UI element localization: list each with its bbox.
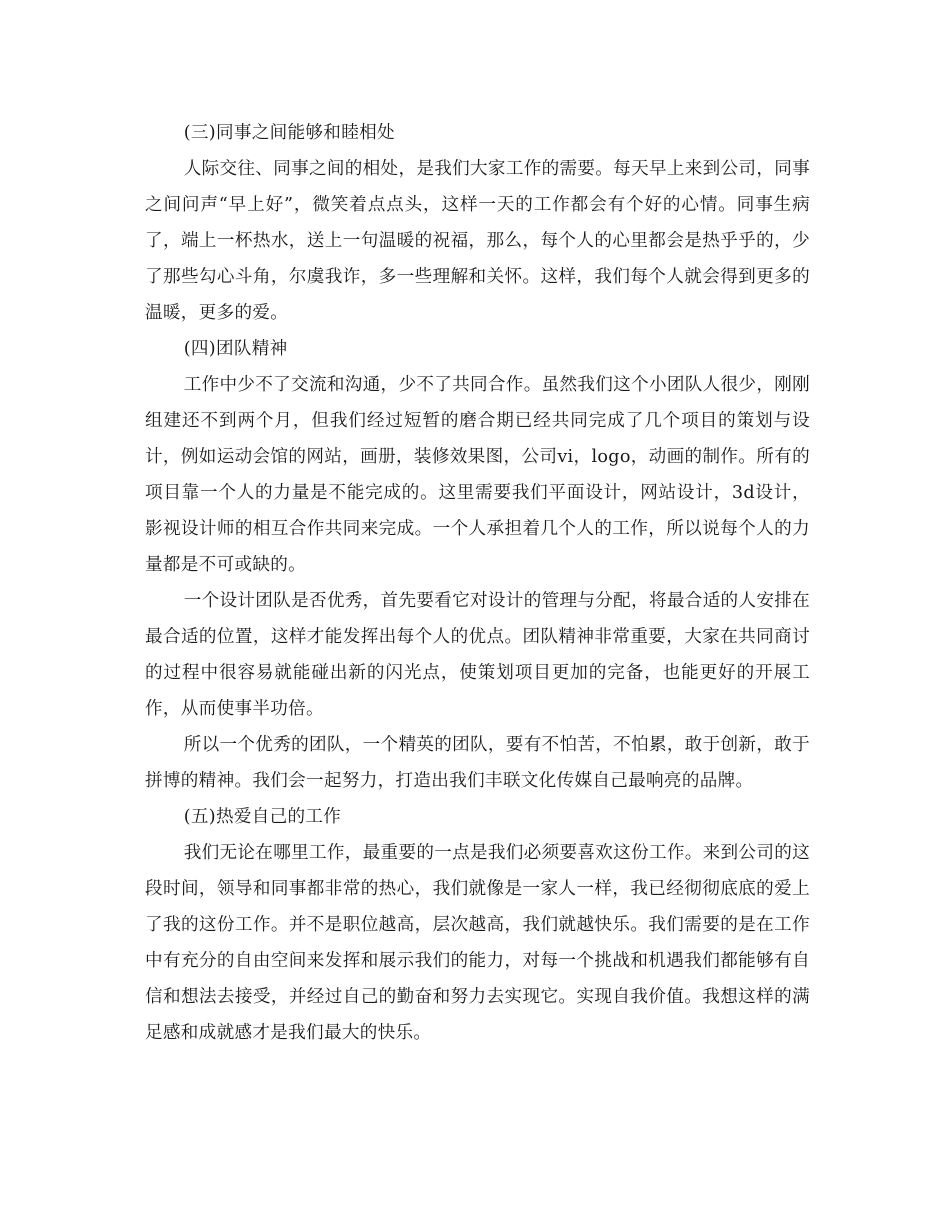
- paragraph-team-spirit: 所以一个优秀的团队，一个精英的团队，要有不怕苦，不怕累，敢于创新，敢于拼博的精神。我们会一起努力，打造出我们丰联文化传媒自己最响亮的品牌。: [145, 735, 811, 791]
- section-heading-3: (三)同事之间能够和睦相处: [183, 123, 395, 143]
- document-body: [145, 115, 810, 1051]
- section-heading-4: (四)团队精神: [183, 339, 288, 359]
- section-heading-5: (五)热爱自己的工作: [183, 807, 342, 827]
- paragraph-colleague-relations: 人际交往、同事之间的相处，是我们大家工作的需要。每天早上来到公司，同事之间问声“早上好”，微笑着点点头，这样一天的工作都会有个好的心情。同事生病了，端上一杯热水，送上一句温暖的祝福，那么，每个人的心里都会是热乎乎的，少了那些勾心斗角，尔虞我诈，多一些理解和关怀。这样，我们每个人就会得到更多的温暖，更多的爱。: [145, 159, 811, 323]
- paragraph-love-work: 我们无论在哪里工作，最重要的一点是我们必须要喜欢这份工作。来到公司的这段时间，领导和同事都非常的热心，我们就像是一家人一样，我已经彻彻底底的爱上了我的这份工作。并不是职位越高，层次越高，我们就越快乐。我们需要的是在工作中有充分的自由空间来发挥和展示我们的能力，对每一个挑战和机遇我们都能够有自信和想法去接受，并经过自己的勤奋和努力去实现它。实现自我价值。我想这样的满足感和成就感才是我们最大的快乐。: [145, 843, 811, 1043]
- paragraph-team-management: 一个设计团队是否优秀，首先要看它对设计的管理与分配，将最合适的人安排在最合适的位置，这样才能发挥出每个人的优点。团队精神非常重要，大家在共同商讨的过程中很容易就能碰出新的闪光点，使策划项目更加的完备，也能更好的开展工作，从而使事半功倍。: [145, 591, 811, 719]
- paragraph-team-cooperation: 工作中少不了交流和沟通，少不了共同合作。虽然我们这个小团队人很少，刚刚组建还不到两个月，但我们经过短暂的磨合期已经共同完成了几个项目的策划与设计，例如运动会馆的网站，画册，装修效果图，公司vi，logo，动画的制作。所有的项目靠一个人的力量是不能完成的。这里需要我们平面设计，网站设计，3d设计，影视设计师的相互合作共同来完成。一个人承担着几个人的工作，所以说每个人的力量都是不可或缺的。: [145, 375, 811, 575]
